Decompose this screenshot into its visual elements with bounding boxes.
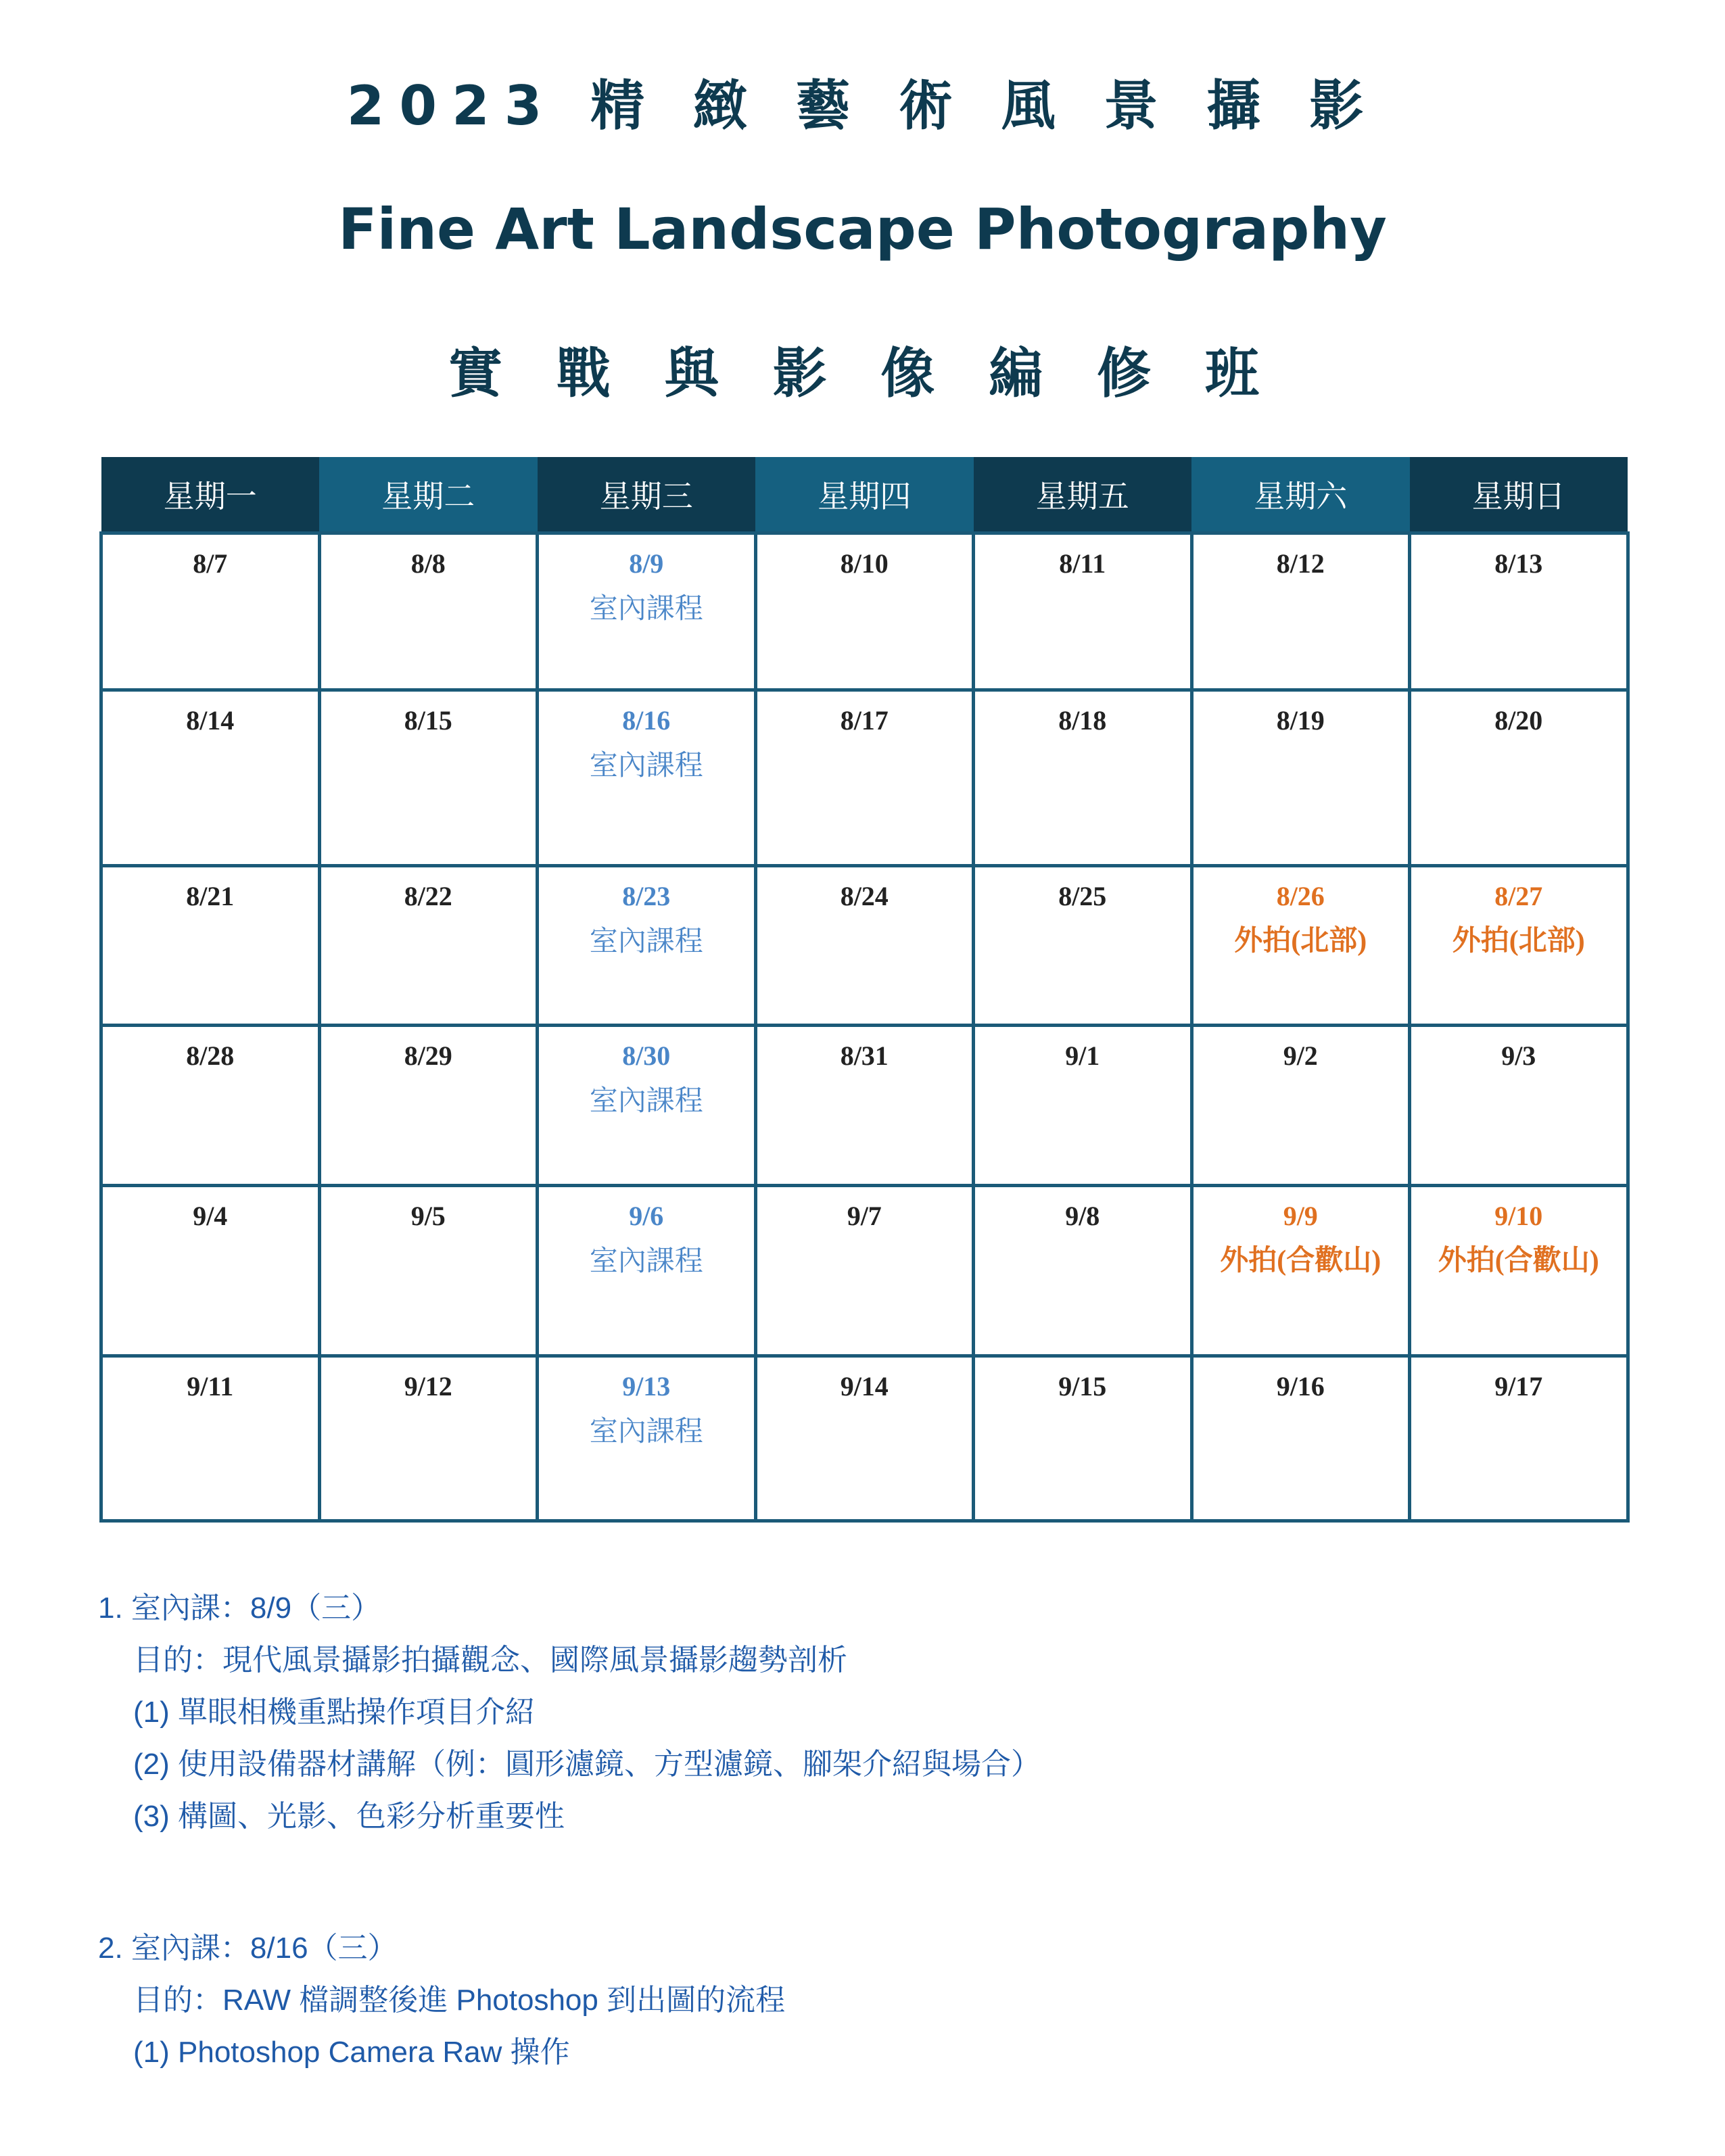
calendar-day-cell [974, 1026, 1192, 1186]
calendar-day-cell [974, 690, 1192, 866]
calendar-day-cell [1410, 690, 1628, 866]
calendar-day-cell [101, 533, 320, 690]
calendar-day-cell [974, 1356, 1192, 1521]
calendar-event: 室內課程 [589, 1244, 703, 1277]
calendar-date: 8/28 [186, 1040, 235, 1071]
calendar-event: 外拍(合歡山) [1438, 1245, 1599, 1276]
calendar-day-cell [1191, 866, 1410, 1026]
calendar-week-row [101, 533, 1628, 690]
calendar-event: 外拍(合歡山) [1220, 1245, 1381, 1276]
calendar-day-cell [101, 1186, 320, 1356]
page-title: 2023 精 緻 藝 術 風 景 攝 影 [346, 74, 1379, 137]
calendar-event: 室內課程 [589, 1414, 703, 1447]
calendar-date: 8/20 [1494, 705, 1543, 736]
note-item: (1) 單眼相機重點操作項目介紹 [133, 1696, 535, 1729]
calendar-week-row [101, 1026, 1628, 1186]
calendar-day-cell [538, 1186, 756, 1356]
note-heading: 1. 室內課：8/9（三） [98, 1591, 381, 1625]
page-subtitle-course: 實 戰 與 影 像 編 修 班 [448, 342, 1277, 405]
calendar-date: 9/16 [1276, 1371, 1325, 1402]
header-thursday: 星期四 [755, 457, 974, 533]
calendar-day-cell [1191, 1026, 1410, 1186]
calendar-day-cell [538, 533, 756, 690]
calendar-date: 8/26 [1276, 881, 1325, 911]
calendar-day-cell [101, 866, 320, 1026]
calendar-date: 9/12 [404, 1371, 452, 1402]
calendar-date: 9/13 [622, 1371, 671, 1402]
calendar-day-cell [101, 1026, 320, 1186]
note-item: (3) 構圖、光影、色彩分析重要性 [133, 1800, 565, 1833]
note-purpose: 目的：現代風景攝影拍攝觀念、國際風景攝影趨勢剖析 [133, 1644, 847, 1677]
note-item: (2) 使用設備器材講解（例：圓形濾鏡、方型濾鏡、腳架介紹與場合） [133, 1748, 1041, 1781]
calendar-event: 外拍(北部) [1234, 926, 1367, 957]
calendar-date: 8/21 [186, 881, 235, 911]
calendar-date: 8/15 [404, 705, 452, 736]
calendar-date: 8/22 [404, 881, 452, 911]
calendar-day-cell [974, 533, 1192, 690]
calendar-day-cell [755, 533, 974, 690]
calendar-date: 9/4 [193, 1201, 228, 1231]
calendar-date: 9/3 [1501, 1040, 1536, 1071]
calendar-day-cell [1410, 866, 1628, 1026]
calendar-date: 8/16 [622, 705, 671, 736]
calendar-day-cell [755, 1026, 974, 1186]
calendar-date: 8/29 [404, 1040, 452, 1071]
calendar-header-row [101, 457, 1628, 533]
calendar-date: 8/9 [629, 548, 664, 579]
calendar-date: 9/5 [410, 1201, 446, 1231]
calendar-event: 室內課程 [589, 592, 703, 625]
header-wednesday: 星期三 [538, 457, 756, 533]
calendar-day-cell [538, 690, 756, 866]
calendar-day-cell [1191, 1186, 1410, 1356]
calendar-date: 8/10 [840, 548, 889, 579]
header-friday: 星期五 [974, 457, 1192, 533]
calendar-day-cell [1410, 1186, 1628, 1356]
calendar-date: 8/7 [193, 548, 228, 579]
calendar-day-cell [319, 1356, 538, 1521]
note-block-2 [98, 1922, 1620, 2078]
calendar-event: 室內課程 [589, 924, 703, 957]
calendar-week-row [101, 1356, 1628, 1521]
note-heading: 2. 室內課：8/16（三） [98, 1932, 398, 1965]
calendar-day-cell [538, 1356, 756, 1521]
calendar-day-cell [538, 866, 756, 1026]
note-block-1 [98, 1582, 1620, 1842]
calendar-date: 8/27 [1494, 881, 1543, 911]
calendar-day-cell [101, 1356, 320, 1521]
calendar-day-cell [755, 1186, 974, 1356]
calendar-day-cell [319, 1186, 538, 1356]
calendar-day-cell [755, 690, 974, 866]
calendar-week-row [101, 1186, 1628, 1356]
page-subtitle-english: Fine Art Landscape Photography [338, 196, 1387, 262]
calendar-day-cell [319, 690, 538, 866]
header-monday: 星期一 [101, 457, 320, 533]
calendar-date: 8/31 [840, 1040, 889, 1071]
schedule-calendar [99, 457, 1630, 1523]
calendar-day-cell [974, 866, 1192, 1026]
calendar-event: 室內課程 [589, 1084, 703, 1117]
calendar-day-cell [1191, 1356, 1410, 1521]
calendar-day-cell [1410, 533, 1628, 690]
calendar-date: 8/23 [622, 881, 671, 911]
calendar-date: 8/24 [840, 881, 889, 911]
calendar-week-row [101, 690, 1628, 866]
calendar-date: 9/7 [847, 1201, 882, 1231]
calendar-day-cell [538, 1026, 756, 1186]
calendar-day-cell [319, 866, 538, 1026]
calendar-event: 室內課程 [589, 748, 703, 782]
calendar-date: 8/19 [1276, 705, 1325, 736]
calendar-date: 9/1 [1065, 1040, 1100, 1071]
note-item: (1) Photoshop Camera Raw 操作 [133, 2036, 570, 2069]
course-notes [98, 1582, 1620, 2078]
calendar-day-cell [319, 1026, 538, 1186]
calendar-date: 8/30 [622, 1040, 671, 1071]
calendar-date: 8/11 [1059, 548, 1106, 579]
calendar-week-row [101, 866, 1628, 1026]
calendar-day-cell [319, 533, 538, 690]
calendar-date: 9/14 [840, 1371, 889, 1402]
calendar-date: 9/17 [1494, 1371, 1543, 1402]
calendar-date: 8/8 [410, 548, 446, 579]
calendar-date: 8/12 [1276, 548, 1325, 579]
calendar-date: 9/6 [629, 1201, 664, 1231]
calendar-event: 外拍(北部) [1452, 926, 1585, 957]
calendar-date: 8/18 [1058, 705, 1107, 736]
calendar-date: 8/25 [1058, 881, 1107, 911]
calendar-date: 8/13 [1494, 548, 1543, 579]
calendar-day-cell [1410, 1026, 1628, 1186]
calendar-date: 9/2 [1283, 1040, 1318, 1071]
calendar-date: 9/9 [1283, 1201, 1318, 1231]
header-sunday: 星期日 [1410, 457, 1628, 533]
calendar-day-cell [755, 866, 974, 1026]
calendar-day-cell [755, 1356, 974, 1521]
calendar-day-cell [974, 1186, 1192, 1356]
calendar-day-cell [101, 690, 320, 866]
calendar-date: 8/17 [840, 705, 889, 736]
calendar-date: 8/14 [186, 705, 235, 736]
calendar-date: 9/10 [1494, 1201, 1543, 1231]
header-tuesday: 星期二 [319, 457, 538, 533]
header-saturday: 星期六 [1191, 457, 1410, 533]
note-purpose: 目的：RAW 檔調整後進 Photoshop 到出圖的流程 [133, 1984, 786, 2017]
calendar-date: 9/15 [1058, 1371, 1107, 1402]
calendar-date: 9/11 [187, 1371, 234, 1402]
calendar-day-cell [1191, 533, 1410, 690]
calendar-day-cell [1410, 1356, 1628, 1521]
calendar-day-cell [1191, 690, 1410, 866]
calendar-date: 9/8 [1065, 1201, 1100, 1231]
